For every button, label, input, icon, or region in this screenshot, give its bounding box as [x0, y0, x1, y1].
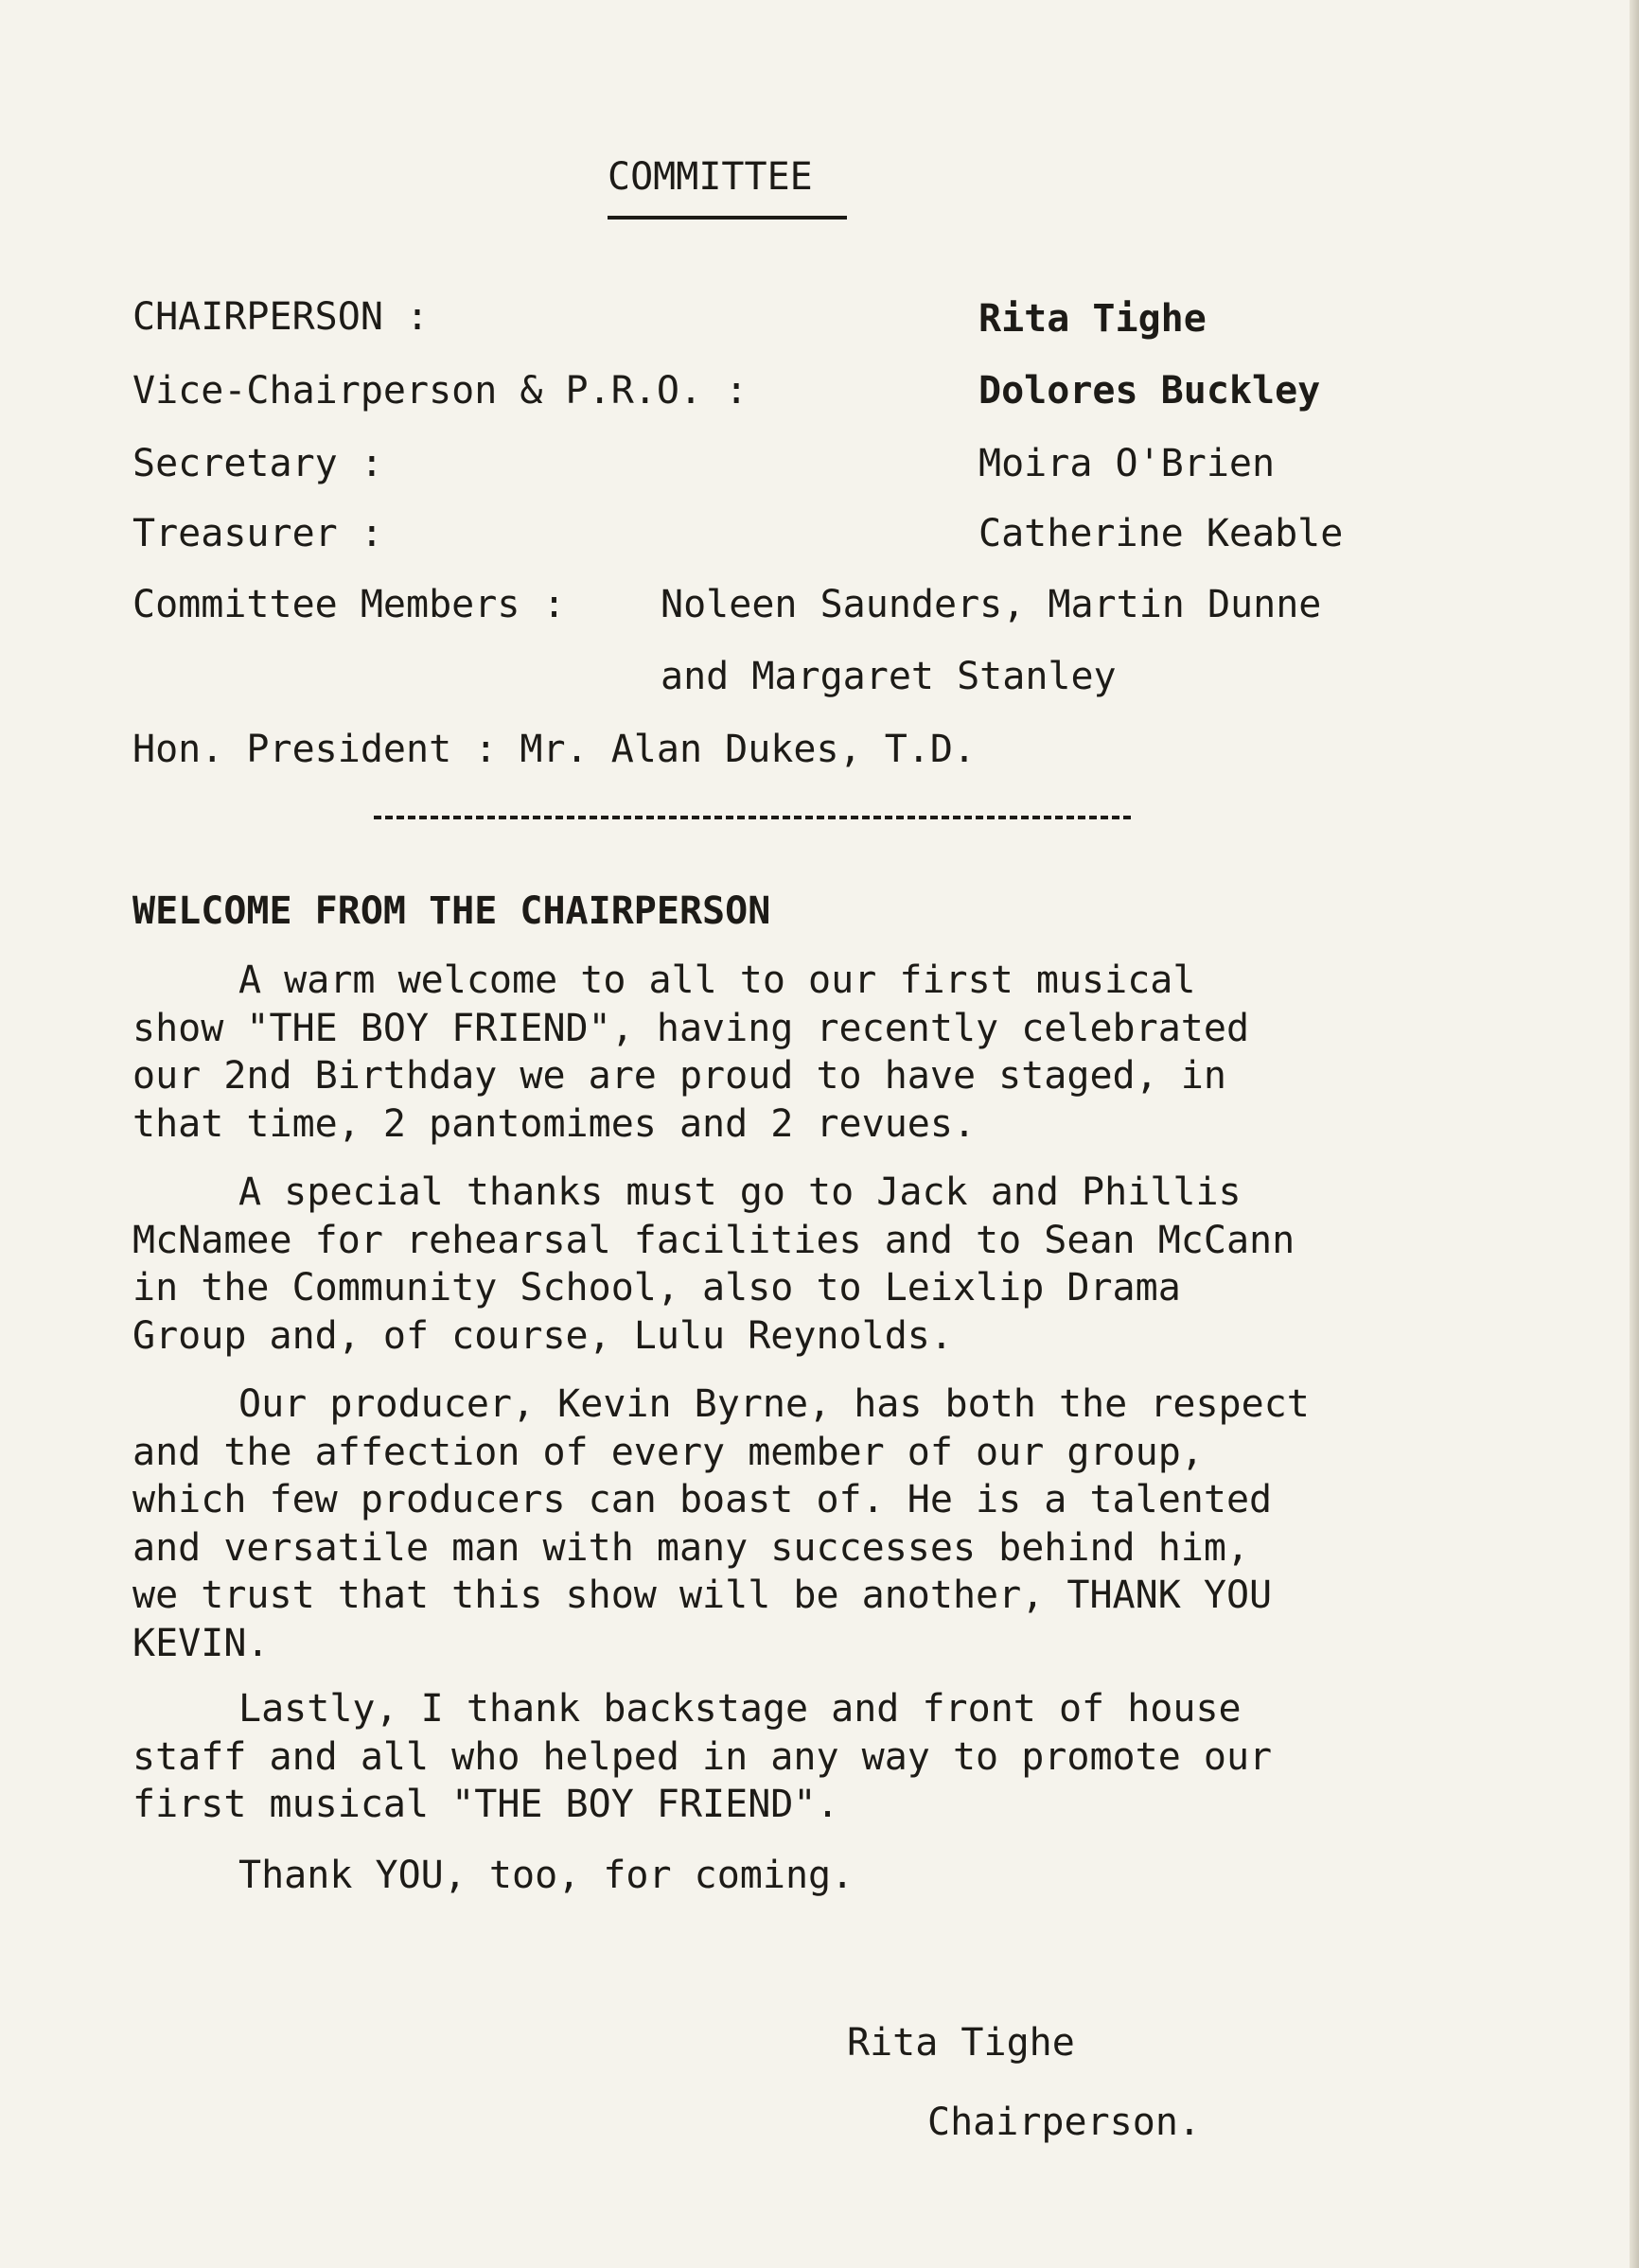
- hon-president: Hon. President : Mr. Alan Dukes, T.D.: [132, 728, 977, 771]
- welcome-paragraph-5: Thank YOU, too, for coming.: [238, 1854, 855, 1897]
- welcome-heading: WELCOME FROM THE CHAIRPERSON: [132, 889, 771, 933]
- page-edge: [1630, 0, 1639, 2268]
- welcome-paragraph-2: A special thanks must go to Jack and Phillis McNamee for rehearsal facilities and to Sean McCann in the Community School, also to Leixlip Drama Group and, of course, Lulu Reynolds.: [132, 1170, 1295, 1358]
- committee-members-line1: Noleen Saunders, Martin Dunne: [661, 583, 1322, 626]
- welcome-paragraph-4: Lastly, I thank backstage and front of house staff and all who helped in any way to promote our first musical "THE BOY FRIEND".: [132, 1687, 1273, 1826]
- committee-title: COMMITTEE: [608, 155, 813, 199]
- name-secretary: Moira O'Brien: [978, 442, 1276, 485]
- name-chairperson: Rita Tighe: [978, 297, 1207, 341]
- signature-title: Chairperson.: [927, 2101, 1201, 2144]
- title-underline: [608, 216, 847, 220]
- role-chairperson: CHAIRPERSON :: [132, 295, 430, 339]
- welcome-paragraph-3: Our producer, Kevin Byrne, has both the respect and the affection of every member of our group, which few producers can boast of. He is a talented and versatile man with many successes behind him, we trust that this show will be another, THANK YOU KEVIN.: [132, 1382, 1310, 1665]
- role-vice-chairperson: Vice-Chairperson & P.R.O. :: [132, 369, 749, 413]
- signature-name: Rita Tighe: [847, 2021, 1075, 2065]
- committee-members-label: Committee Members :: [132, 583, 566, 626]
- name-treasurer: Catherine Keable: [978, 512, 1344, 555]
- section-divider: [374, 816, 1131, 819]
- welcome-paragraph-1: A warm welcome to all to our first musical show "THE BOY FRIEND", having recently celebrated our 2nd Birthday we are proud to have staged, in that time, 2 pantomimes and 2 revues.: [132, 958, 1250, 1146]
- name-vice-chairperson: Dolores Buckley: [978, 369, 1321, 413]
- committee-members-line2: and Margaret Stanley: [661, 655, 1117, 698]
- role-treasurer: Treasurer :: [132, 512, 383, 555]
- role-secretary: Secretary :: [132, 442, 383, 485]
